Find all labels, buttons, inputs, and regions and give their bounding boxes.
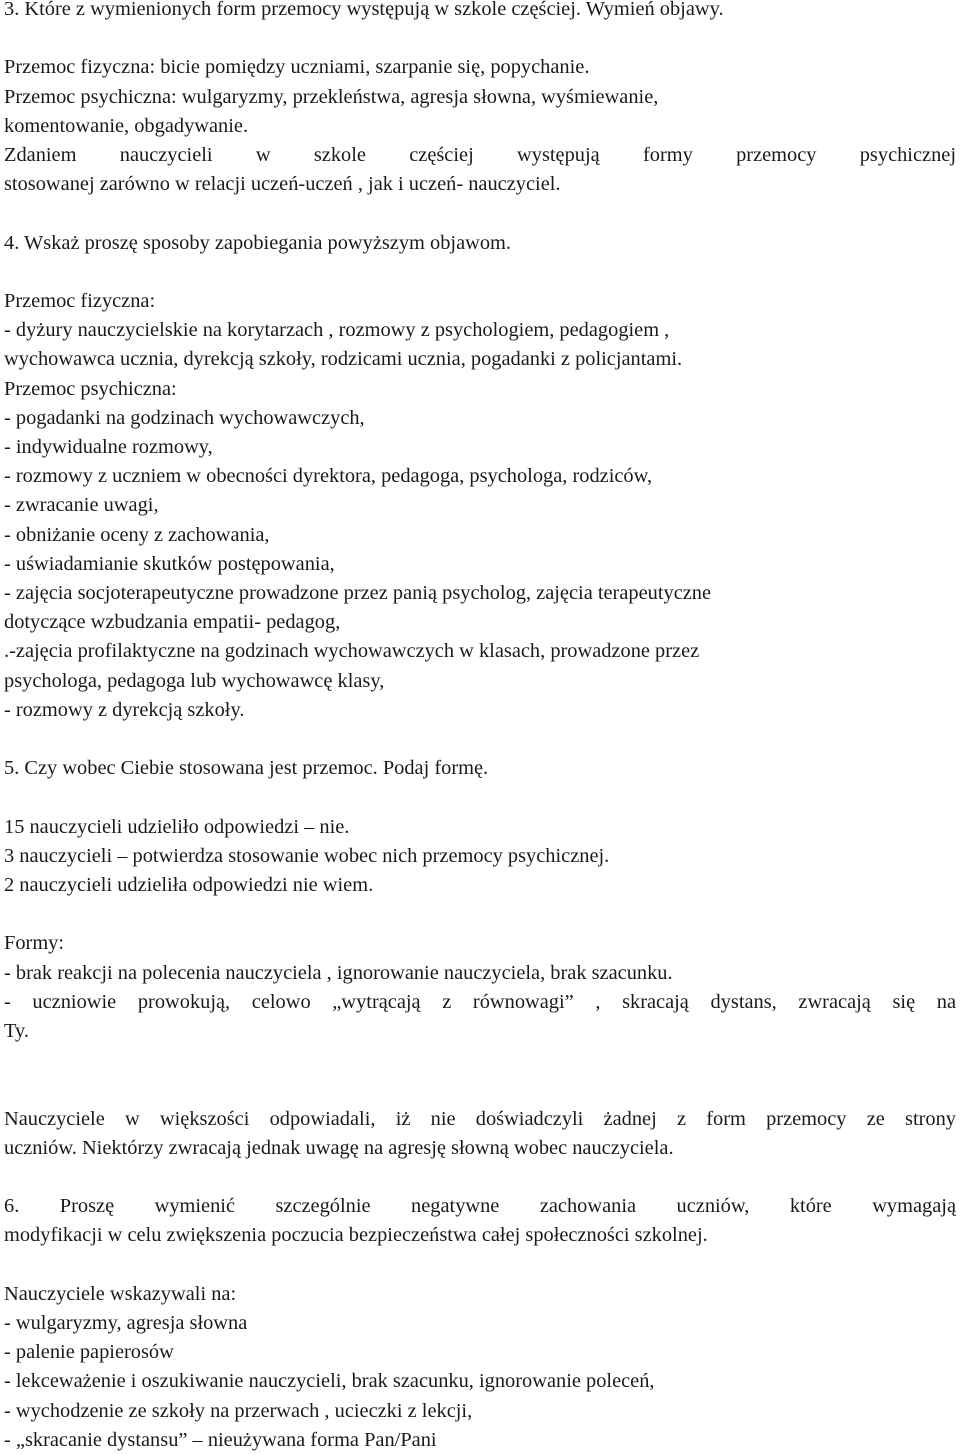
question-3-heading: 3. Które z wymienionych form przemocy występują w szkole częściej. Wymień objawy. [4,0,724,20]
summary-line: uczniów. Niektórzy zwracają jednak uwagę na agresję słowną wobec nauczyciela. [4,1136,674,1159]
list-item: - obniżanie oceny z zachowania, [4,523,270,546]
list-item: - „skracanie dystansu” – nieużywana forma Pan/Pani [4,1428,437,1451]
list-item: - uczniowie prowokują, celowo „wytrącają z równowagi” , skracają dystans, zwracają się na [4,990,956,1013]
list-item: - rozmowy z dyrekcją szkoły. [4,698,245,721]
q3-line: Przemoc fizyczna: bicie pomiędzy uczniami, szarpanie się, popychanie. [4,56,590,79]
question-4-section [4,229,956,725]
list-item: Ty. [4,1020,29,1043]
list-item: - zwracanie uwagi, [4,494,159,517]
physical-violence-label: Przemoc fizyczna: [4,289,156,312]
question-6-heading: modyfikacji w celu zwiększenia poczucia bezpieczeństwa całej społeczności szkolnej. [4,1224,708,1247]
list-item: - lekceważenie i oszukiwanie nauczycieli, brak szacunku, ignorowanie poleceń, [4,1370,655,1393]
list-item: wychowawca ucznia, dyrekcją szkoły, rodzicami ucznia, pogadanki z policjantami. [4,348,683,371]
list-item: - rozmowy z uczniem w obecności dyrektora, pedagoga, psychologa, rodziców, [4,465,653,488]
list-item: - wychodzenie ze szkoły na przerwach , ucieczki z lekcji, [4,1399,473,1422]
q3-line: stosowanej zarówno w relacji uczeń-uczeń , jak i uczeń- nauczyciel. [4,173,561,196]
q3-line: Zdaniem nauczycieli w szkole częściej występują formy przemocy psychicznej [4,144,956,166]
teachers-indicated-label: Nauczyciele wskazywali na: [4,1282,237,1305]
question-6-heading: 6. Proszę wymienić szczególnie negatywne zachowania uczniów, które wymagają [4,1195,956,1218]
list-item: dotyczące wzbudzania empatii- pedagog, [4,611,341,634]
list-item: - indywidualne rozmowy, [4,436,213,458]
list-item: - zajęcia socjoterapeutyczne prowadzone przez panią psycholog, zajęcia terapeutyczne [4,582,712,605]
q3-line: komentowanie, obgadywanie. [4,114,249,137]
list-item: - dyżury nauczycielskie na korytarzach , rozmowy z psychologiem, pedagogiem , [4,319,670,342]
list-item: - palenie papierosów [4,1341,174,1364]
forms-label: Formy: [4,932,65,955]
list-item: psychologa, pedagoga lub wychowawcę klasy, [4,669,385,692]
answer-line: 2 nauczycieli udzieliła odpowiedzi nie wiem. [4,874,374,897]
list-item: - brak reakcji na polecenia nauczyciela , ignorowanie nauczyciela, brak szacunku. [4,961,673,984]
summary-line: Nauczyciele w większości odpowiadali, iż nie doświadczyli żadnej z form przemocy ze strony [4,1107,956,1130]
list-item: - wulgaryzmy, agresja słowna [4,1312,248,1334]
list-item: - uświadamianie skutków postępowania, [4,552,335,575]
list-item: .-zajęcia profilaktyczne na godzinach wychowawczych w klasach, prowadzone przez [4,640,700,663]
question-3-section [4,0,956,199]
question-5-section [4,754,956,1163]
q3-line: Przemoc psychiczna: wulgaryzmy, przekleństwa, agresja słowna, wyśmiewanie, [4,85,659,108]
psychological-violence-label: Przemoc psychiczna: [4,377,177,400]
list-item: - pogadanki na godzinach wychowawczych, [4,406,365,429]
question-4-heading: 4. Wskaż proszę sposoby zapobiegania powyższym objawom. [4,231,511,254]
question-6-section [4,1192,956,1455]
answer-line: 3 nauczycieli – potwierdza stosowanie wobec nich przemocy psychicznej. [4,844,610,867]
question-5-heading: 5. Czy wobec Ciebie stosowana jest przemoc. Podaj formę. [4,757,489,780]
answer-line: 15 nauczycieli udzieliło odpowiedzi – nie. [4,815,350,838]
